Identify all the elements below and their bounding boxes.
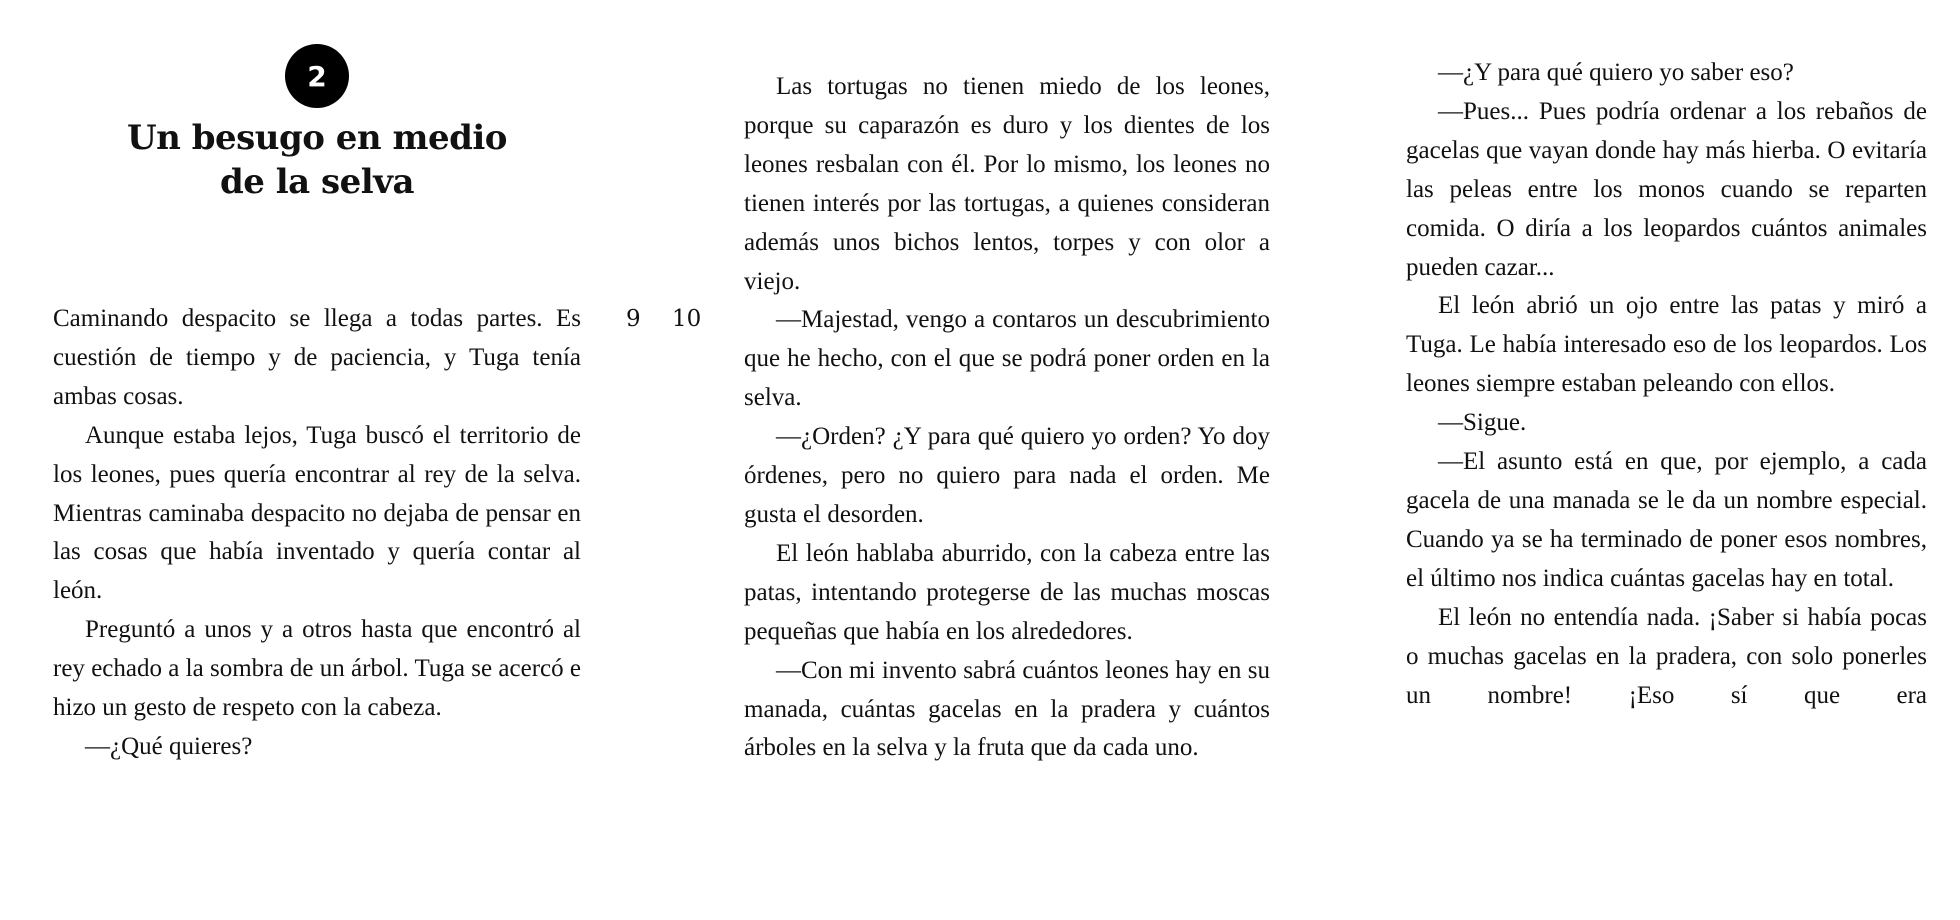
chapter-number-badge	[285, 44, 349, 108]
middle-page-text	[744, 68, 1270, 768]
paragraph: Caminando despacito se llega a todas partes. Es cuestión de tiempo y de paciencia, y Tuga tenía ambas cosas.	[53, 305, 581, 410]
paragraph: —El asunto está en que, por ejemplo, a cada gacela de una manada se le da un nombre especial. Cuando ya se ha terminado de poner esos nombres, el último nos indica cuántas gacelas hay en total.	[1406, 448, 1927, 592]
paragraph: El león no entendía nada. ¡Saber si había pocas o muchas gacelas en la pradera, con solo ponerles un nombre! ¡Eso sí que era	[1406, 603, 1927, 709]
chapter-title	[53, 116, 581, 204]
paragraph: —Pues... Pues podría ordenar a los rebaños de gacelas que vayan donde hay más hierba. O evitaría las peleas entre los monos cuando se reparten comida. O diría a los leopardos cuántos animales pueden cazar...	[1406, 97, 1927, 281]
chapter-number: 2	[307, 59, 327, 93]
chapter-title-line-1: Un besugo en medio	[127, 118, 507, 158]
paragraph: —Sigue.	[1438, 409, 1527, 437]
paragraph: —Majestad, vengo a contaros un descubrimiento que he hecho, con el que se podrá poner orden en la selva.	[744, 306, 1270, 412]
paragraph: Las tortugas no tienen miedo de los leones, porque su caparazón es duro y los dientes de los leones resbalan con él. Por lo mismo, los leones no tienen interés por las tortugas, a quienes consideran además unos bichos lentos, torpes y con olor a viejo.	[744, 73, 1270, 295]
paragraph: El león hablaba aburrido, con la cabeza entre las patas, intentando protegerse de las muchas moscas pequeñas que había en los alrededores.	[744, 539, 1270, 645]
left-page-text	[53, 300, 581, 767]
paragraph: —Con mi invento sabrá cuántos leones hay en su manada, cuántas gacelas en la pradera y cuántos árboles en la selva y la fruta que da cada uno.	[744, 656, 1270, 762]
right-page-text	[1406, 54, 1927, 715]
chapter-title-line-2: de la selva	[219, 162, 414, 202]
paragraph: Preguntó a unos y a otros hasta que encontró al rey echado a la sombra de un árbol. Tuga se acercó e hizo un gesto de respeto con la cabeza.	[53, 616, 581, 722]
paragraph: Aunque estaba lejos, Tuga buscó el territorio de los leones, pues quería encontrar al rey de la selva. Mientras caminaba despacito no dejaba de pensar en las cosas que había inventado y quería contar al león.	[53, 421, 581, 605]
paragraph: El león abrió un ojo entre las patas y miró a Tuga. Le había interesado eso de los leopardos. Los leones siempre estaban peleando con ellos.	[1406, 292, 1927, 398]
page-number-left: 9	[626, 306, 641, 332]
paragraph: —¿Y para qué quiero yo saber eso?	[1438, 59, 1794, 86]
page-number-right: 10	[672, 306, 702, 332]
paragraph: —¿Qué quieres?	[85, 732, 253, 760]
paragraph: —¿Orden? ¿Y para qué quiero yo orden? Yo doy órdenes, pero no quiero para nada el orden. Me gusta el desorden.	[744, 423, 1270, 528]
